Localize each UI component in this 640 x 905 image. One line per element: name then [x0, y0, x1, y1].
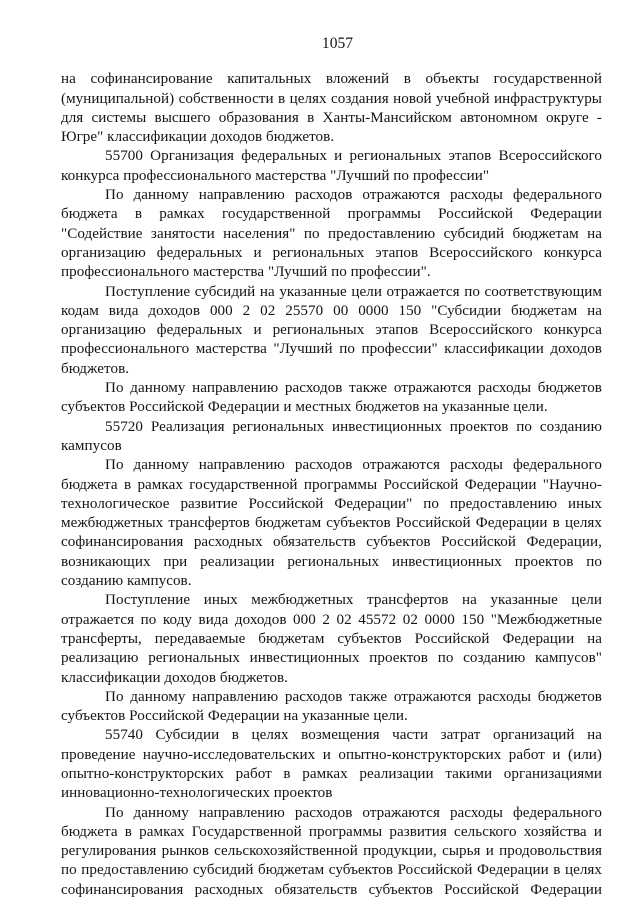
- paragraph-7: По данному направлению расходов отражаются расходы федерального бюджета в рамках государственной программы Российской Федерации "Научно-технологическое развитие Российской Федерации" по предоставлению иных межбюджетных трансфертов бюджетам субъектов Российской Федерации в целях софинансирования расходных обязательств субъектов Российской Федерации, возникающих при реализации региональных инвестиционных проектов по созданию кампусов.: [61, 457, 602, 590]
- paragraph-4: Поступление субсидий на указанные цели отражается по соответствующим кодам вида доходов 000 2 02 25570 00 0000 150 "Субсидии бюджетам на организацию федеральных и региональных этапов Всероссийского конкурса профессионального мастерства "Лучший по профессии" классификации доходов бюджетов.: [61, 283, 602, 377]
- paragraph-6: 55720 Реализация региональных инвестиционных проектов по созданию кампусов: [61, 418, 602, 454]
- paragraph-10: 55740 Субсидии в целях возмещения части затрат организаций на проведение научно-исследовательских и опытно-конструкторских работ и (или) опытно-конструкторских работ в рамках реализации такими организациями инновационно-технологических проектов: [61, 727, 602, 802]
- paragraph-1: на софинансирование капитальных вложений в объекты государственной (муниципальной) собственности в целях создания новой учебной инфраструктуры для системы высшего образования в Ханты-Мансийском автономном округе - Югре" классификации доходов бюджетов.: [61, 71, 602, 146]
- paragraph-8: Поступление иных межбюджетных трансфертов на указанные цели отражается по коду вида доходов 000 2 02 45572 02 0000 150 "Межбюджетные трансферты, передаваемые бюджетам субъектов Российской Федерации на реализацию региональных инвестиционных проектов по созданию кампусов" классификации доходов бюджетов.: [61, 592, 602, 686]
- paragraph-5: По данному направлению расходов также отражаются расходы бюджетов субъектов Российской Федерации и местных бюджетов на указанные цели.: [61, 380, 602, 416]
- paragraph-9: По данному направлению расходов также отражаются расходы бюджетов субъектов Российской Федерации на указанные цели.: [61, 688, 602, 725]
- paragraph-2: 55700 Организация федеральных и региональных этапов Всероссийского конкурса профессионального мастерства "Лучший по профессии": [61, 148, 602, 184]
- document-page: [61, 34, 602, 900]
- paragraph-3: По данному направлению расходов отражаются расходы федерального бюджета в рамках государственной программы Российской Федерации "Содействие занятости населения" по предоставлению субсидий бюджетам на организацию федеральных и региональных этапов Всероссийского конкурса профессионального мастерства "Лучший по профессии".: [61, 187, 602, 281]
- page-number: 1057: [321, 35, 354, 52]
- paragraph-11: По данному направлению расходов отражаются расходы федерального бюджета в рамках Государственной программы развития сельского хозяйства и регулирования рынков сельскохозяйственной продукции, сырья и продовольствия по предоставлению субсидий бюджетам субъектов Российской Федерации в целях софинансирования расходных обязательств субъектов Российской Федерации: [61, 804, 602, 898]
